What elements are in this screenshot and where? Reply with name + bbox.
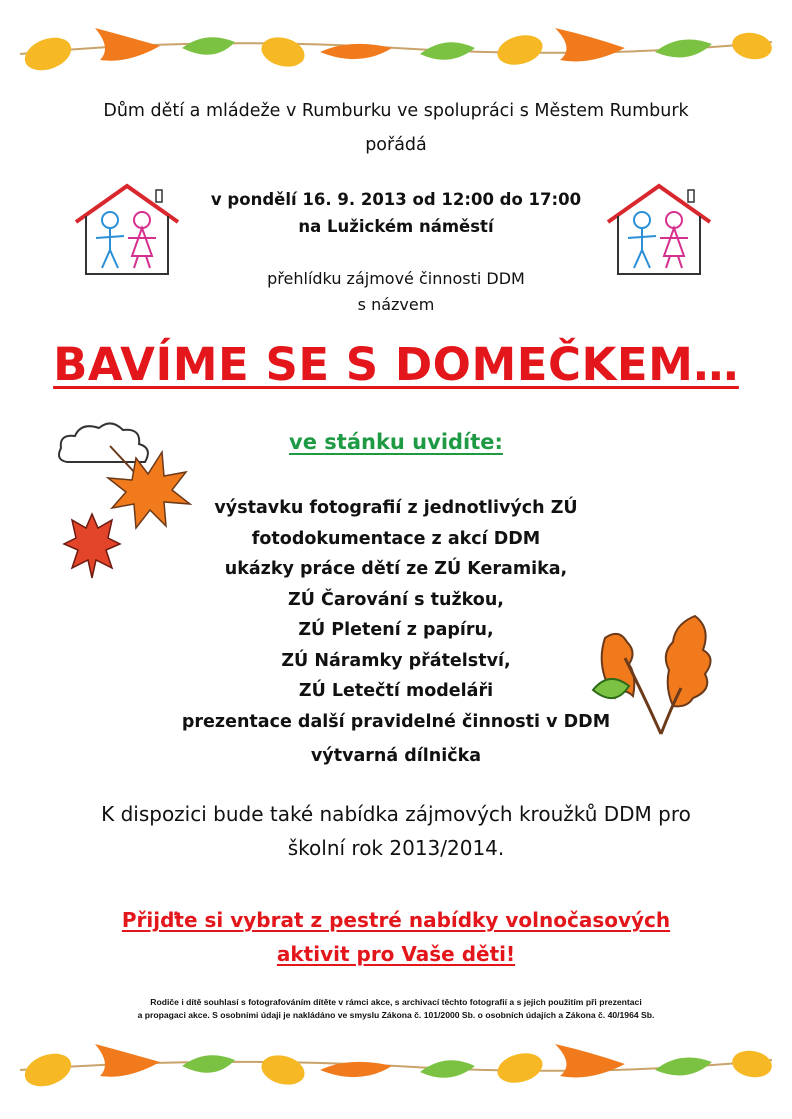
organizer-line: Dům dětí a mládeže v Rumburku ve spolupráci s Městem Rumburk	[103, 101, 689, 121]
event-title: BAVÍME SE S DOMEČKEM…	[53, 338, 739, 391]
list-item: fotodokumentace z akcí DDM	[251, 528, 541, 549]
offer-line: K dispozici bude také nabídka zájmových kroužků DDM pro	[101, 802, 691, 826]
legal-note: a propagaci akce. S osobními údaji je nakládáno ve smyslu Zákona č. 101/2000 Sb. o osobních údajích a Zákona č. 40/1964 Sb.	[137, 1010, 655, 1020]
list-item: ukázky práce dětí ze ZÚ Keramika,	[224, 559, 568, 579]
bottom-leaf-border	[0, 1030, 792, 1100]
list-item: prezentace další pravidelné činnosti v DDM	[181, 711, 611, 732]
event-name-intro: s názvem	[357, 295, 435, 314]
event-description: přehlídku zájmové činnosti DDM	[267, 269, 525, 288]
event-place: na Lužickém náměstí	[298, 217, 494, 236]
list-item: ZÚ Náramky přátelství,	[281, 650, 511, 671]
list-item: ZÚ Letečtí modeláři	[298, 681, 494, 701]
autumn-leaf-border-icons	[20, 1044, 774, 1092]
list-item: výtvarná dílnička	[310, 746, 482, 766]
list-item: ZÚ Pletení z papíru,	[298, 620, 494, 640]
call-to-action: Přijďte si vybrat z pestré nabídky volnočasových	[121, 908, 671, 932]
offer-line: školní rok 2013/2014.	[287, 836, 505, 860]
list-item: ZÚ Čarování s tužkou,	[288, 589, 504, 610]
oak-leaf-icon	[585, 598, 730, 743]
event-datetime: v pondělí 16. 9. 2013 od 12:00 do 17:00	[210, 190, 582, 209]
section-subtitle: ve stánku uvidíte:	[289, 430, 503, 454]
list-item: výstavku fotografií z jednotlivých ZÚ	[214, 498, 578, 518]
legal-note: Rodiče i dítě souhlasí s fotografováním dítěte v rámci akce, s archivací těchto fotografií a s jejich použitím při prezentaci	[150, 997, 642, 1007]
top-leaf-border	[0, 8, 792, 78]
organizer-verb: pořádá	[365, 135, 427, 155]
autumn-leaf-border-icons	[20, 28, 774, 76]
call-to-action: aktivit pro Vaše děti!	[276, 942, 516, 966]
